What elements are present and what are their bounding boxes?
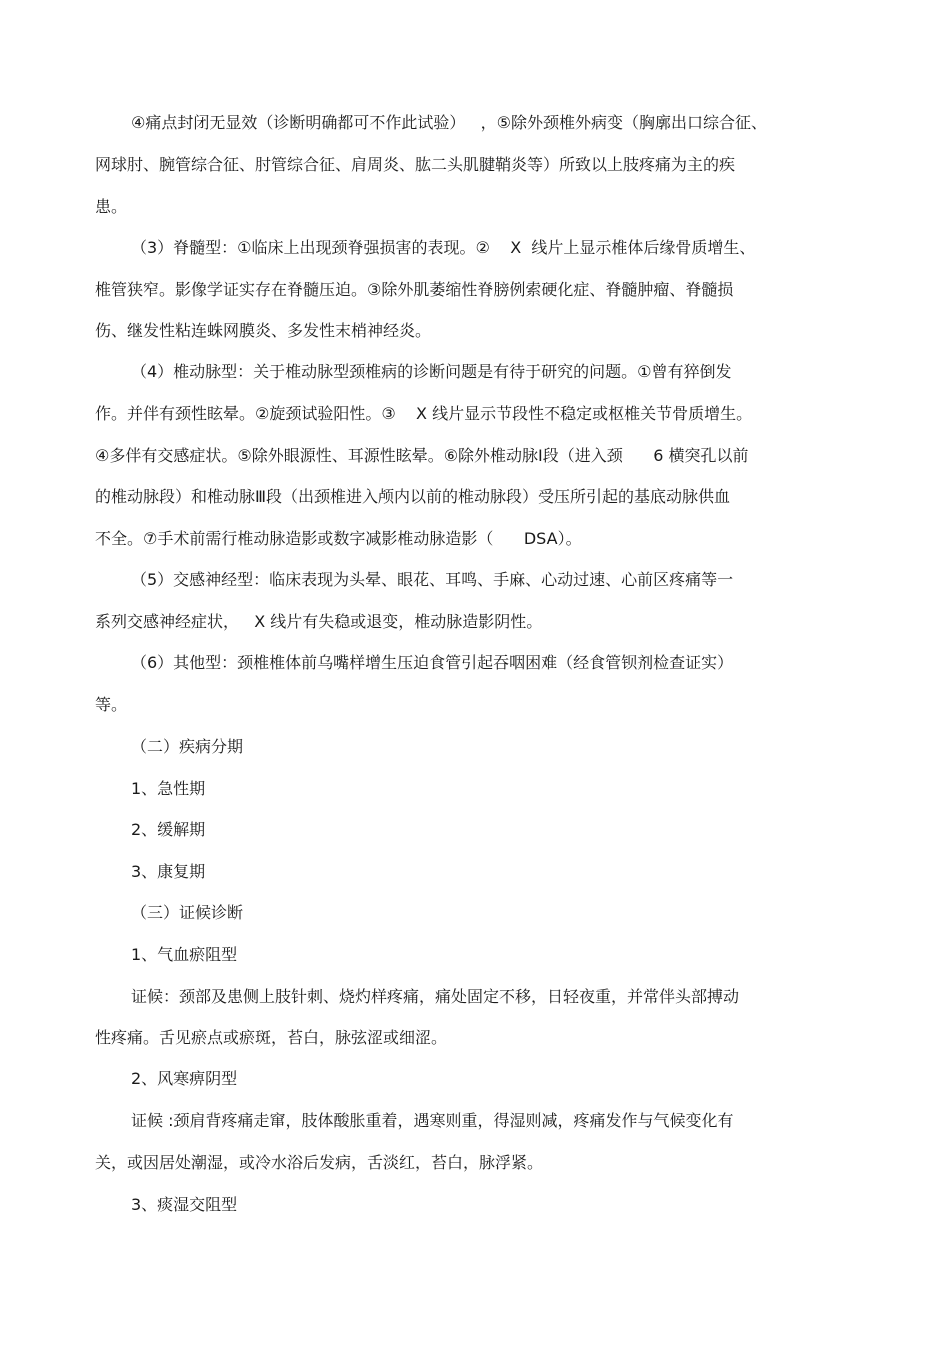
list-item: 2、缓解期 [131, 820, 206, 839]
subsection-heading: 2、风寒痹阴型 [131, 1069, 238, 1088]
subsection-heading: 3、痰湿交阻型 [131, 1195, 238, 1214]
list-item: 3、康复期 [131, 862, 206, 881]
text-line: 不全。⑦手术前需行椎动脉造影或数字减影椎动脉造影（ DSA）。 [95, 529, 582, 548]
text-line: 证候：颈部及患侧上肢针刺、烧灼样疼痛，痛处固定不移，日轻夜重，并常伴头部搏动 [131, 987, 740, 1006]
text-line: 系列交感神经症状， X 线片有失稳或退变，椎动脉造影阴性。 [95, 612, 543, 631]
section-heading: （三）证候诊断 [131, 903, 244, 922]
text-line: 关，或因居处潮湿，或冷水浴后发病，舌淡红，苔白，脉浮紧。 [95, 1153, 544, 1172]
text-line: 伤、继发性粘连蛛网膜炎、多发性末梢神经炎。 [95, 321, 432, 340]
text-line: 椎管狭窄。影像学证实存在脊髓压迫。③除外肌萎缩性脊膀例索硬化症、脊髓肿瘤、脊髓损 [95, 280, 734, 299]
text-line: 的椎动脉段）和椎动脉Ⅲ段（出颈椎进入颅内以前的椎动脉段）受压所引起的基底动脉供血 [95, 487, 731, 506]
text-line: ④多伴有交感症状。⑤除外眼源性、耳源性眩晕。⑥除外椎动脉Ⅰ段（进入颈 6 横突孔以前 [95, 446, 749, 465]
text-line: 性疼痛。舌见瘀点或瘀斑，苔白，脉弦涩或细涩。 [95, 1028, 448, 1047]
text-line: 等。 [95, 695, 128, 714]
text-line: （5）交感神经型：临床表现为头晕、眼花、耳鸣、手麻、心动过速、心前区疼痛等一 [131, 570, 734, 589]
section-heading: （二）疾病分期 [131, 737, 244, 756]
text-line: ④痛点封闭无显效（诊断明确都可不作此试验） ，⑤除外颈椎外病变（胸廓出口综合征、 [131, 113, 767, 132]
text-line: 患。 [95, 197, 128, 216]
subsection-heading: 1、气血瘀阻型 [131, 945, 238, 964]
text-line: 网球肘、腕管综合征、肘管综合征、肩周炎、肱二头肌腱鞘炎等）所致以上肢疼痛为主的疾 [95, 155, 736, 174]
text-line: 作。并伴有颈性眩晕。②旋颈试验阳性。③ X 线片显示节段性不稳定或枢椎关节骨质增生。 [95, 404, 753, 423]
text-line: （3）脊髓型：①临床上出现颈脊强损害的表现。② X 线片上显示椎体后缘骨质增生、 [131, 238, 756, 257]
list-item: 1、急性期 [131, 779, 206, 798]
text-line: 证候 :颈肩背疼痛走窜，肢体酸胀重着，遇寒则重，得湿则减，疼痛发作与气候变化有 [131, 1111, 734, 1130]
text-line: （4）椎动脉型：关于椎动脉型颈椎病的诊断问题是有待于研究的问题。①曾有猝倒发 [131, 362, 732, 381]
text-line: （6）其他型：颈椎椎体前乌嘴样增生压迫食管引起吞咽困难（经食管钡剂检查证实） [131, 653, 734, 672]
